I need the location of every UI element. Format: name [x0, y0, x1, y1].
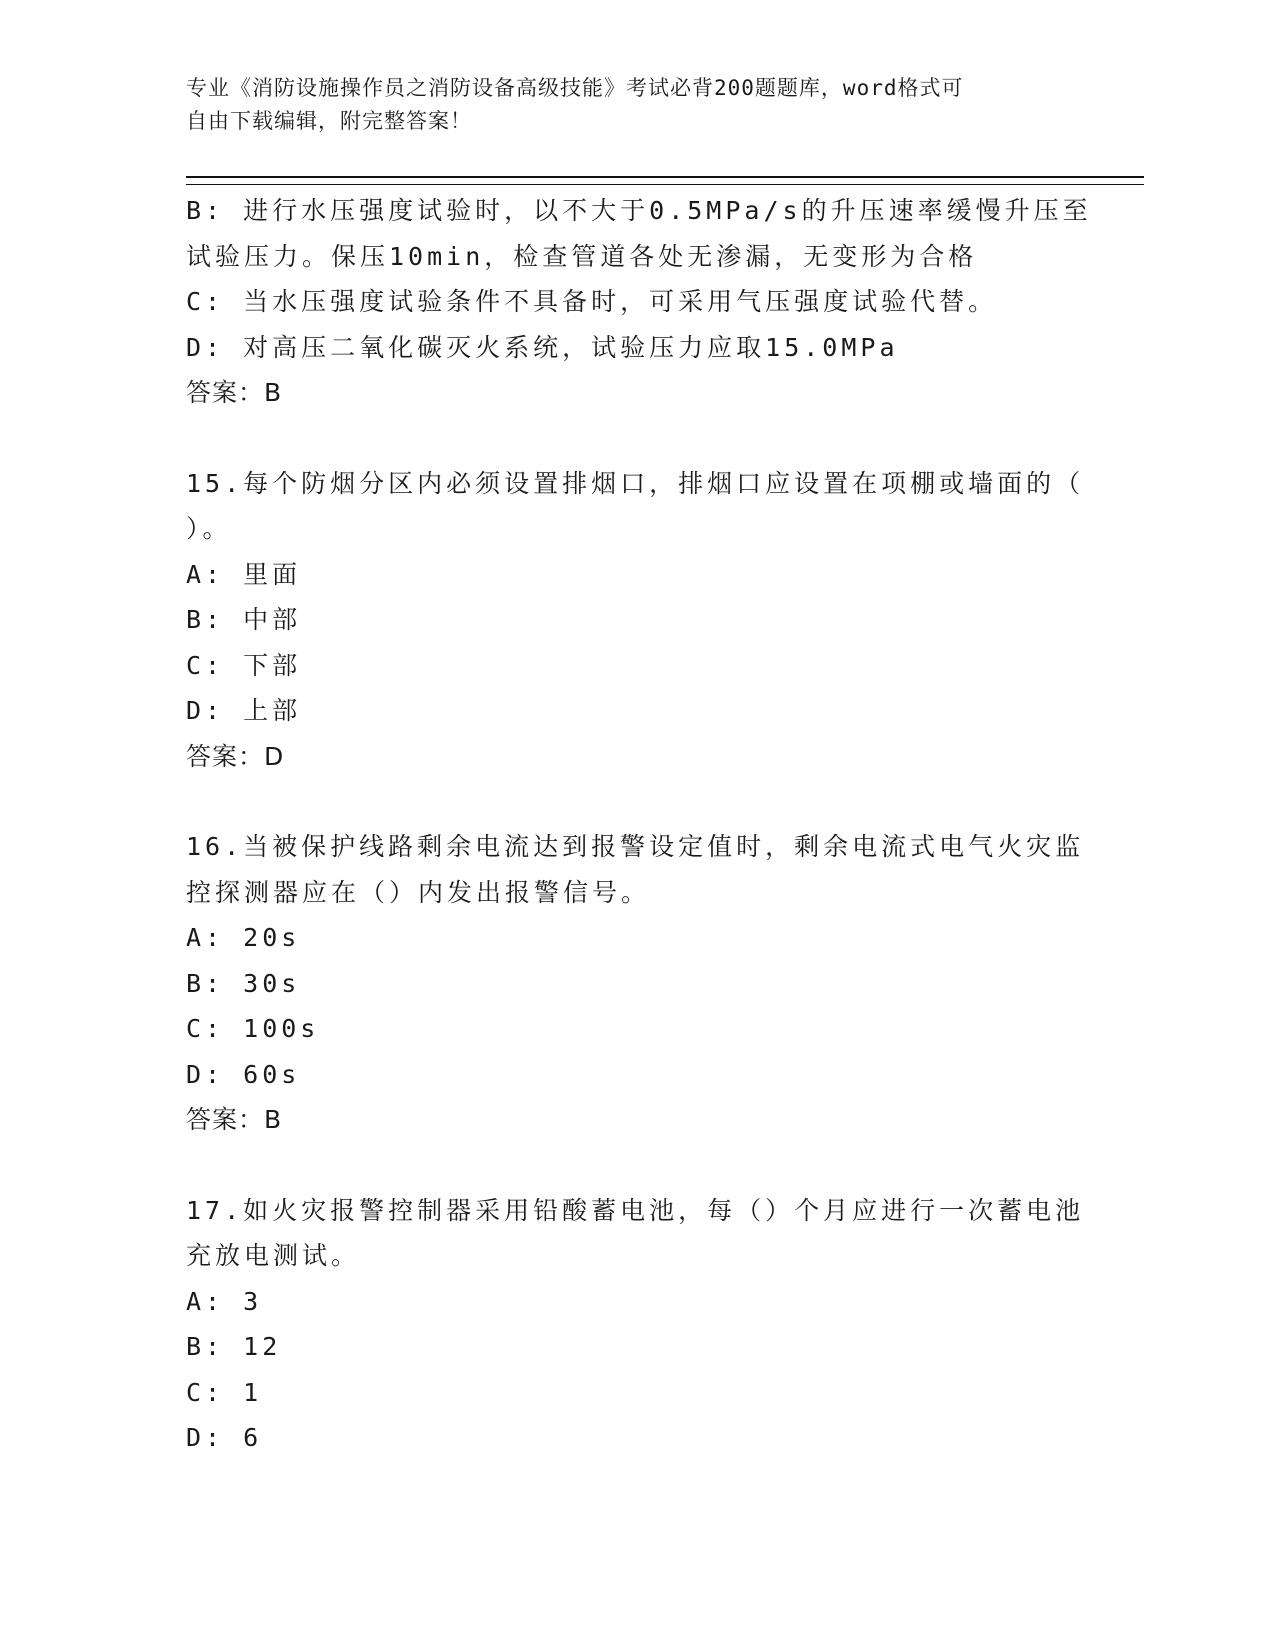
answer: 答案：D — [186, 741, 285, 771]
document-header — [186, 72, 1066, 138]
option-a: A: 3 — [186, 1286, 263, 1316]
option-c: C: 1 — [186, 1377, 263, 1407]
option-a: A: 20s — [186, 923, 301, 952]
question-stem-line-1: 15.每个防烟分区内必须设置排烟口，排烟口应设置在项棚或墙面的（ — [186, 468, 1085, 498]
option-b: B: 12 — [186, 1332, 282, 1361]
option-c: C: 下部 — [186, 650, 302, 680]
option-d: D: 6 — [186, 1423, 263, 1452]
header-title-line-2: 自由下载编辑，附完整答案！ — [186, 109, 472, 133]
question-stem-line-1: 16.当被保护线路剩余电流达到报警设定值时，剩余电流式电气火灾监 — [186, 832, 1085, 861]
document-body — [186, 188, 1092, 1461]
option-b-line-1: B: 进行水压强度试验时，以不大于0.5MPa/s的升压速率缓慢升压至 — [186, 196, 1092, 225]
option-d: D: 60s — [186, 1059, 301, 1089]
answer: 答案：B — [186, 378, 283, 407]
question-15 — [186, 461, 1086, 780]
answer: 答案：B — [186, 1105, 283, 1134]
option-d: D: 上部 — [186, 696, 302, 725]
option-c: C: 100s — [186, 1014, 320, 1043]
option-b-line-2: 试验压力。保压10min，检查管道各处无渗漏，无变形为合格 — [186, 241, 978, 271]
header-title-line-1: 专业《消防设施操作员之消防设备高级技能》考试必背200题题库，word格式可 — [186, 76, 964, 100]
option-a: A: 里面 — [186, 559, 302, 589]
question-14-continued — [186, 188, 1092, 416]
option-c: C: 当水压强度试验条件不具备时，可采用气压强度试验代替。 — [186, 287, 998, 316]
question-stem-line-2: ）。 — [186, 514, 232, 543]
header-divider — [186, 176, 1144, 185]
option-d: D: 对高压二氧化碳灭火系统，试验压力应取15.0MPa — [186, 332, 899, 362]
question-stem-line-2: 控探测器应在（）内发出报警信号。 — [186, 877, 651, 907]
option-b: B: 30s — [186, 968, 301, 998]
question-16 — [186, 824, 1086, 1143]
question-17 — [186, 1188, 1086, 1461]
question-stem-line-2: 充放电测试。 — [186, 1241, 361, 1270]
question-stem-line-1: 17.如火灾报警控制器采用铅酸蓄电池，每（）个月应进行一次蓄电池 — [186, 1195, 1085, 1225]
option-b: B: 中部 — [186, 605, 302, 634]
